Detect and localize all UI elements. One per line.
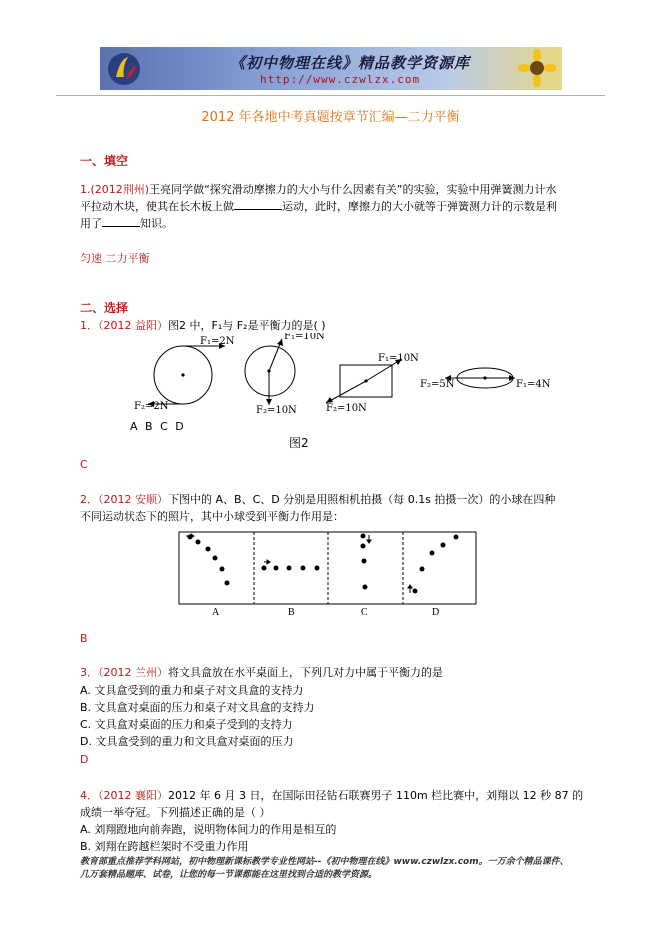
q1-line3 <box>80 215 173 232</box>
q4-option-d[interactable]: D. 文具盒受到的重力和文具盒对桌面的压力 <box>80 735 294 748</box>
page-footer <box>80 856 620 882</box>
photo-panel-label-c: C <box>361 607 368 615</box>
ball-photos-figure <box>178 531 478 615</box>
banner-title: 《初中物理在线》精品教学资源库 <box>230 54 471 72</box>
q1-source: 1.(2012荆州) <box>80 183 150 196</box>
q4-option-b[interactable]: B. 文具盒对桌面的压力和桌子对文具盒的支持力 <box>80 701 315 714</box>
fig2-a-f2-label: F₂=2N <box>134 401 169 412</box>
q5-source: 4．（2012 襄阳） <box>80 789 168 802</box>
banner-url[interactable]: http://www.czwlzx.com <box>260 73 421 86</box>
q1-blank-1[interactable] <box>234 198 282 210</box>
q1-text-line2b: 运动，此时，摩擦力的大小就等于弹簧测力计的示数是利 <box>282 200 557 213</box>
q1-text-line3a: 用了 <box>80 217 102 230</box>
q5-option-a[interactable]: A. 刘翔蹬地向前奔跑，说明物体间力的作用是相互的 <box>80 823 337 836</box>
photo-panel-label-b: B <box>288 607 295 615</box>
q1-line2 <box>80 198 557 215</box>
q5-line2: 成绩一举夺冠。下列描述正确的是（ ） <box>80 806 271 819</box>
footer-line-2: 几万套精品题库、试卷，让您的每一节课都能在这里找到合适的教学资源。 <box>80 870 378 880</box>
q4-option-c[interactable]: C. 文具盒对桌面的压力和桌子受到的支持力 <box>80 718 293 731</box>
q1-answer: 匀速 二力平衡 <box>80 252 150 265</box>
photo-panel-label-d: D <box>432 607 440 615</box>
q1-line1 <box>80 181 556 198</box>
q1-text-line3b: 知识。 <box>140 217 173 230</box>
q5-text-line1: 2012 年 6 月 3 日，在国际田径钻石联赛男子 110m 栏比赛中，刘翔以 12 秒 87 的 <box>168 789 584 802</box>
header-banner <box>100 47 562 90</box>
fig2-a-f1-label: F₁=2N <box>200 336 235 347</box>
fig2-b-f1-label: F₁=10N <box>284 333 325 342</box>
q1-text-line2a: 平拉动木块，使其在长木板上做 <box>80 200 234 213</box>
q1-text-line1: 王亮同学做“探究滑动摩擦力的大小与什么因素有关”的实验，实验中用弹簧测力计水 <box>149 183 557 196</box>
q5-option-b[interactable]: B. 刘翔在跨越栏架时不受重力作用 <box>80 840 249 853</box>
q4-answer: D <box>80 753 89 766</box>
page-title: 2012 年各地中考真题按章节汇编—二力平衡 <box>201 110 460 125</box>
q4-source: 3．（2012 兰州） <box>80 666 168 679</box>
q3-text-line1: 下图中的 A、B、C、D 分别是用照相机拍摄（每 0.1s 拍摄一次）的小球在四种 <box>168 493 556 506</box>
figure-2-diagram <box>130 333 550 413</box>
fig2-c-f1-label: F₁=10N <box>378 353 419 364</box>
q4-option-a[interactable]: A. 文具盒受到的重力和桌子对文具盒的支持力 <box>80 684 304 697</box>
section-fill-heading: 一、填空 <box>80 154 129 168</box>
q4-text: 将文具盒放在水平桌面上，下列几对力中属于平衡力的是 <box>168 666 443 679</box>
site-logo-icon <box>106 51 142 87</box>
q2-option-letters: A B C D <box>130 420 186 433</box>
fig2-c-f2-arrow <box>326 381 366 403</box>
q1-blank-2[interactable] <box>102 215 140 227</box>
q2-text: 图2 中，F₁与 F₂是平衡力的是( ) <box>168 319 326 332</box>
q4-question <box>80 664 443 681</box>
q2-question <box>80 317 326 334</box>
photo-panel-label-a: A <box>212 607 220 615</box>
footer-line-1: 教育部重点推荐学科网站，初中物理新课标教学专业性网站--《初中物理在线》www.czwlzx.com。一万余个精品课件、 <box>80 857 569 867</box>
fig2-c-f2-label: F₂=10N <box>326 403 367 413</box>
q2-figure-caption: 图2 <box>289 436 309 450</box>
q3-line1 <box>80 491 555 508</box>
q2-answer: C <box>80 458 88 471</box>
q3-answer: B <box>80 632 88 645</box>
fig2-d-f2-label: F₂=5N <box>420 379 455 390</box>
fig2-b-f2-label: F₂=10N <box>256 405 297 413</box>
fig2-d-f1-label: F₁=4N <box>516 379 550 390</box>
header-divider <box>56 95 605 96</box>
section-choice-heading: 二、选择 <box>80 301 129 315</box>
q3-source: 2．（2012 安顺） <box>80 493 168 506</box>
q5-line1 <box>80 787 583 804</box>
q3-line2: 不同运动状态下的照片，其中小球受到平衡力作用是： <box>80 510 344 523</box>
sunflower-icon <box>518 49 556 87</box>
q2-source: 1．（2012 益阳） <box>80 319 168 332</box>
